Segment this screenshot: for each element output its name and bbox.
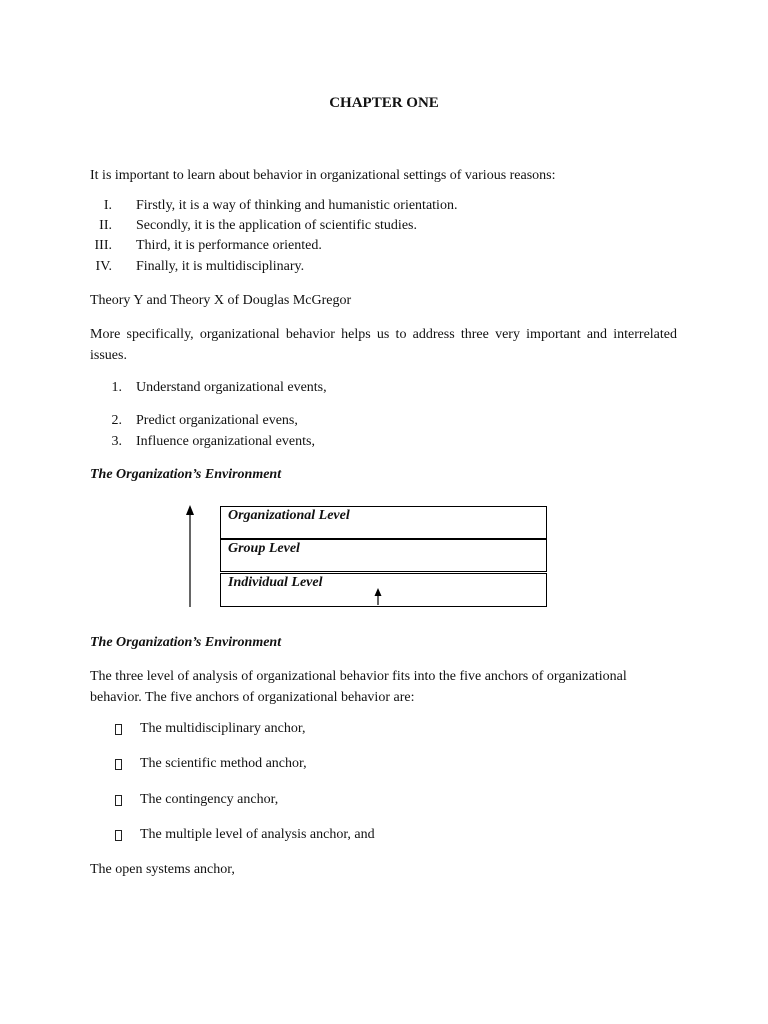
issues-paragraph: More specifically, organizational behavior helps us to address three very important and interrelated issues.: [90, 327, 677, 363]
level-label: Organizational Level: [228, 508, 350, 523]
list-item-text: Understand organizational events,: [136, 380, 327, 395]
list-marker: 3.: [111, 434, 122, 449]
list-item: [0, 792, 768, 812]
bullet-glyph-icon: [115, 759, 122, 770]
theory-line: Theory Y and Theory X of Douglas McGregor: [90, 293, 352, 308]
list-item-text: Predict organizational evens,: [136, 413, 298, 428]
list-marker: 1.: [111, 380, 122, 395]
list-item-text: Secondly, it is the application of scientific studies.: [136, 218, 417, 233]
section-heading: The Organization’s Environment: [90, 635, 282, 650]
page-title: CHAPTER ONE: [329, 95, 439, 111]
list-item: [0, 218, 768, 238]
level-label: Group Level: [228, 541, 300, 556]
section-heading: The Organization’s Environment: [90, 467, 282, 482]
list-item-text: Influence organizational events,: [136, 434, 315, 449]
list-item-text: The multidisciplinary anchor,: [140, 721, 306, 736]
list-item-text: Finally, it is multidisciplinary.: [136, 259, 305, 274]
level-box-organizational: [220, 506, 547, 539]
list-item: [0, 238, 768, 258]
anchors-paragraph: The three level of analysis of organizational behavior fits into the five anchors of organizational behavior. The five anchors of organizational behavior are:: [90, 669, 627, 705]
list-item: [0, 756, 768, 776]
list-item-text: Third, it is performance oriented.: [136, 238, 322, 253]
list-item: [0, 380, 768, 400]
list-item: [0, 827, 768, 847]
list-item-text: The contingency anchor,: [140, 792, 279, 807]
intro-paragraph: It is important to learn about behavior in organizational settings of various reasons:: [90, 168, 556, 183]
list-item: [0, 198, 768, 218]
upward-arrow-icon: [184, 505, 196, 608]
level-box-group: [220, 539, 547, 572]
bullet-glyph-icon: [115, 795, 122, 806]
small-up-arrow-icon: [373, 588, 383, 606]
list-item: [0, 259, 768, 279]
list-marker: 2.: [111, 413, 122, 428]
list-marker: III.: [94, 238, 112, 253]
list-item-text: The scientific method anchor,: [140, 756, 307, 771]
list-item-text: Firstly, it is a way of thinking and humanistic orientation.: [136, 198, 458, 213]
level-box-individual: [220, 573, 547, 607]
list-marker: II.: [99, 218, 112, 233]
list-item: [0, 413, 768, 433]
list-item: [0, 721, 768, 741]
list-item: [0, 434, 768, 454]
bullet-glyph-icon: [115, 830, 122, 841]
bullet-glyph-icon: [115, 724, 122, 735]
list-marker: I.: [103, 198, 112, 213]
list-marker: IV.: [95, 259, 112, 274]
list-item-text: The multiple level of analysis anchor, and: [140, 827, 375, 842]
closing-line: The open systems anchor,: [90, 862, 235, 877]
level-label: Individual Level: [228, 575, 323, 590]
